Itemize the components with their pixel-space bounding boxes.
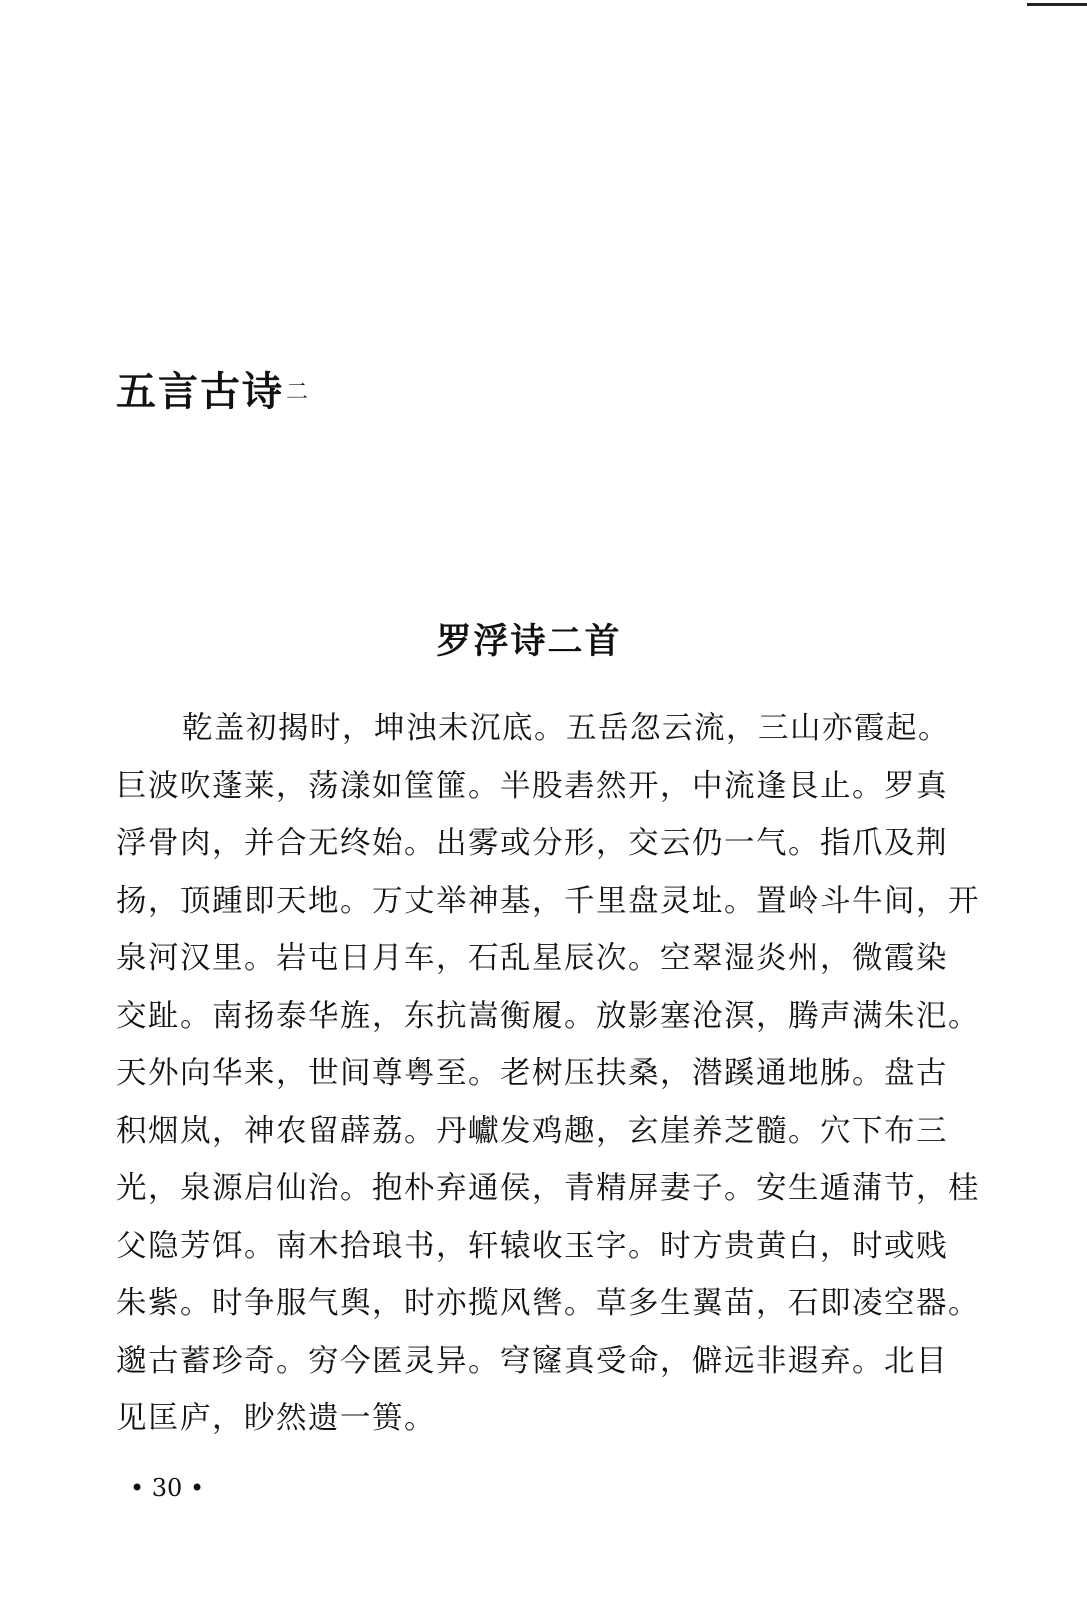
poem-title: 罗浮诗二首 — [436, 621, 622, 662]
section-title-text: 五言古诗 — [116, 368, 284, 415]
section-title — [116, 368, 311, 415]
top-edge-rule — [1027, 3, 1087, 6]
section-number: 二 — [286, 380, 311, 405]
page-number: • 30 • — [130, 1474, 205, 1502]
